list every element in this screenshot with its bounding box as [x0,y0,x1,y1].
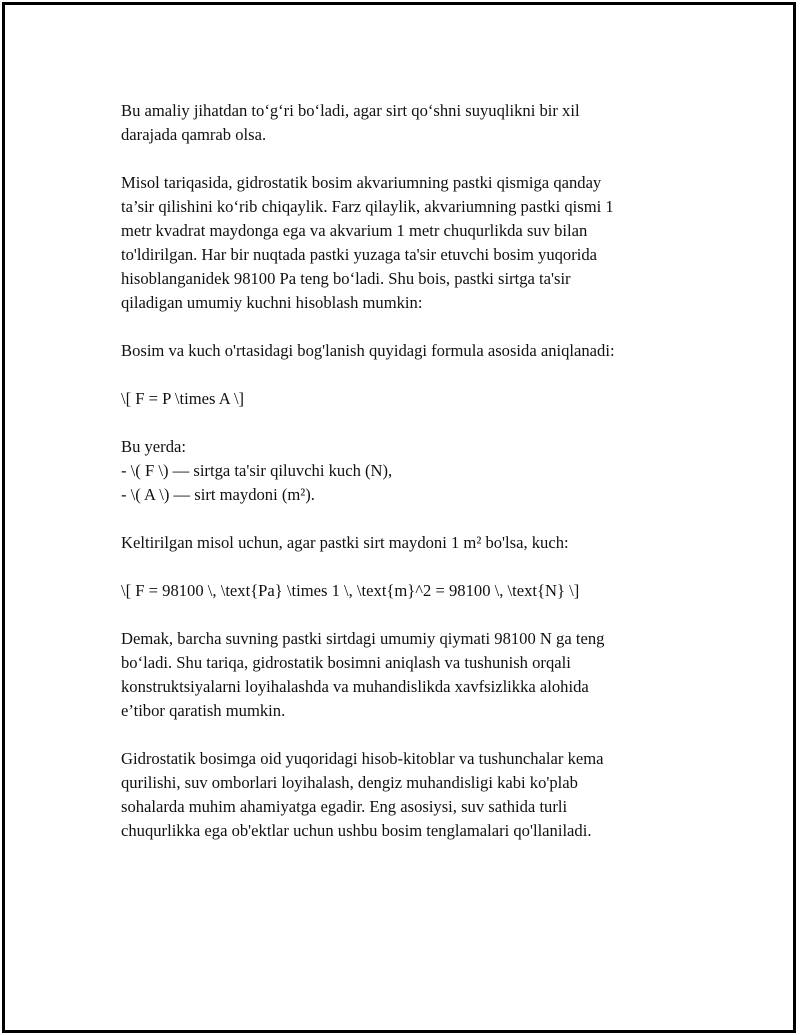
text-line: Bu yerda: [121,437,186,456]
text-line: Bu amaliy jihatdan to‘g‘ri bo‘ladi, agar sirt qo‘shni suyuqlikni bir xil [121,101,580,120]
text-line: metr kvadrat maydonga ega va akvarium 1 metr chuqurlikda suv bilan [121,221,588,240]
formula-force [121,387,681,411]
text-line: hisoblanganidek 98100 Pa teng bo‘ladi. Shu bois, pastki sirtga ta'sir [121,269,571,288]
list-item-force: - \( F \) — sirtga ta'sir qiluvchi kuch (N), [121,461,393,480]
paragraph-intro [121,99,681,147]
text-line: Gidrostatik bosimga oid yuqoridagi hisob-kitoblar va tushunchalar kema [121,749,604,768]
text-line: bo‘ladi. Shu tariqa, gidrostatik bosimni aniqlash va tushunish orqali [121,653,571,672]
text-line: Misol tariqasida, gidrostatik bosim akvariumning pastki qismiga qanday [121,173,602,192]
text-line: Keltirilgan misol uchun, agar pastki sirt maydoni 1 m² bo'lsa, kuch: [121,533,569,552]
text-line: qurilishi, suv omborlari loyihalash, dengiz muhandisligi kabi ko'plab [121,773,578,792]
text-line: Bosim va kuch o'rtasidagi bog'lanish quyidagi formula asosida aniqlanadi: [121,341,615,360]
paragraph-relation [121,339,681,363]
formula-line: \[ F = P \times A \] [121,389,245,408]
paragraph-definitions [121,435,681,507]
text-line: ta’sir qilishini ko‘rib chiqaylik. Farz qilaylik, akvariumning pastki qismi 1 [121,197,614,216]
text-line: e’tibor qaratish mumkin. [121,701,286,720]
text-line: sohalarda muhim ahamiyatga egadir. Eng asosiysi, suv sathida turli [121,797,568,816]
text-line: chuqurlikka ega ob'ektlar uchun ushbu bosim tenglamalari qo'llaniladi. [121,821,592,840]
text-line: qiladigan umumiy kuchni hisoblash mumkin: [121,293,423,312]
paragraph-applications [121,747,681,843]
text-line: konstruktsiyalarni loyihalashda va muhandislikda xavfsizlikka alohida [121,677,589,696]
paragraph-example [121,171,681,315]
text-line: to'ldirilgan. Har bir nuqtada pastki yuzaga ta'sir etuvchi bosim yuqorida [121,245,598,264]
formula-line: \[ F = 98100 \, \text{Pa} \times 1 \, \text{m}^2 = 98100 \, \text{N} \] [121,581,580,600]
formula-calculation [121,579,681,603]
document-body [121,99,681,867]
list-item-area: - \( A \) — sirt maydoni (m²). [121,485,315,504]
paragraph-conclusion [121,627,681,723]
text-line: darajada qamrab olsa. [121,125,267,144]
text-line: Demak, barcha suvning pastki sirtdagi umumiy qiymati 98100 N ga teng [121,629,605,648]
page-frame [2,2,796,1033]
paragraph-example-area [121,531,681,555]
